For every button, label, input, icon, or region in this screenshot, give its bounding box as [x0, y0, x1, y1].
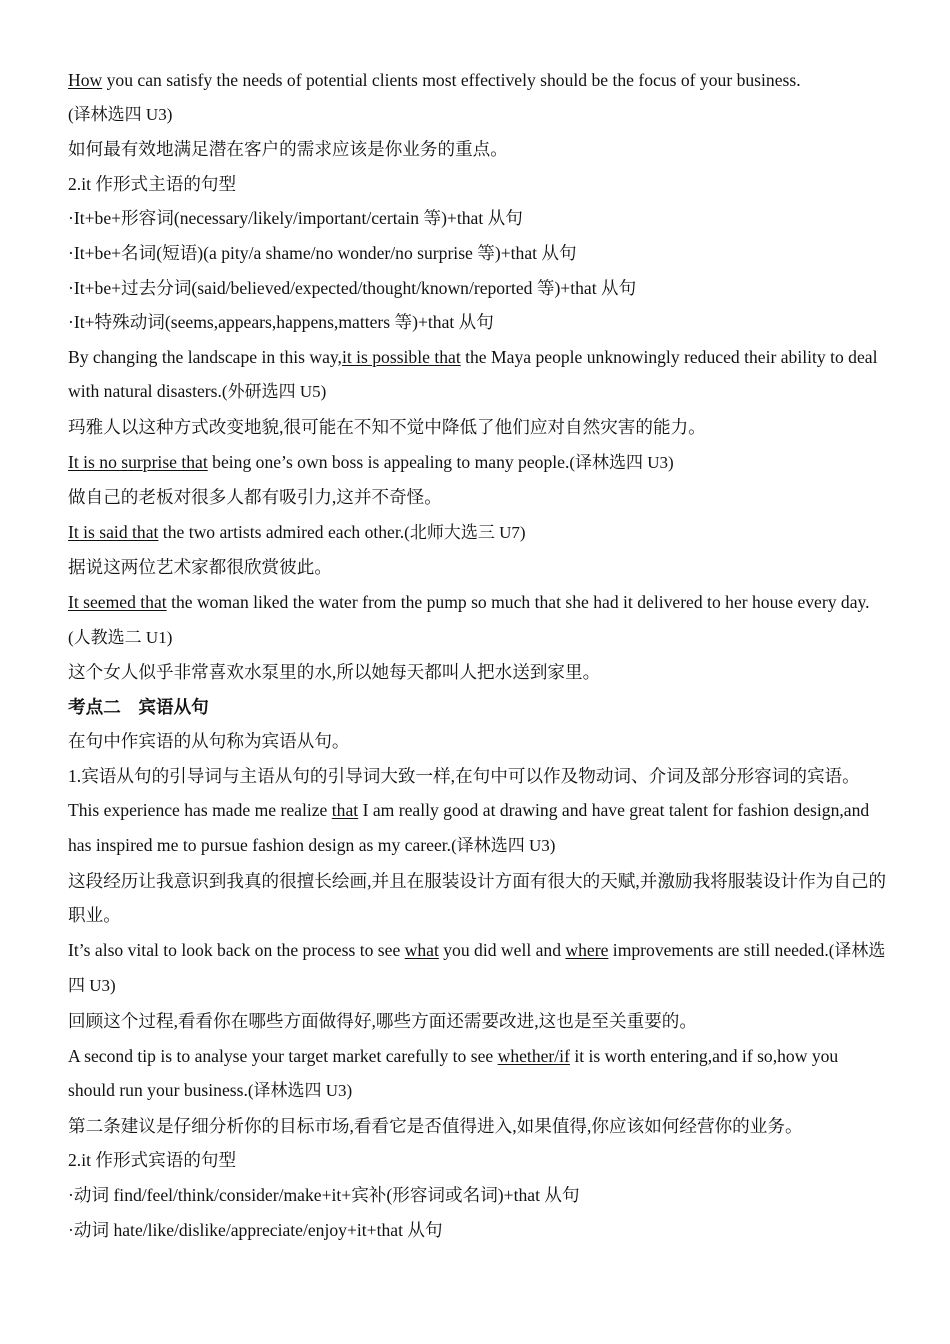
chinese-translation: 做自己的老板对很多人都有吸引力,这并不奇怪。	[68, 487, 442, 508]
chinese-translation: 玛雅人以这种方式改变地貌,很可能在不知不觉中降低了他们应对自然灾害的能力。	[68, 416, 706, 437]
subheading-it-object: 2.it 作形式宾语的句型	[68, 1150, 237, 1171]
example-sentence: It seemed that the woman liked the water from the pump so much that she had it delivered to her house every day.(人教选二 U1)	[68, 591, 870, 647]
source-citation: (译林选四 U3)	[68, 940, 886, 996]
example-sentence: How you can satisfy the needs of potential clients most effectively should be the focus of your business.	[68, 70, 801, 90]
example-sentence: It is said that the two artists admired each other.(北师大选三 U7)	[68, 521, 526, 542]
section-point: 1.宾语从句的引导词与主语从句的引导词大致一样,在句中可以作及物动词、介词及部分形容词的宾语。	[68, 765, 860, 786]
chinese-translation: 第二条建议是仔细分析你的目标市场,看看它是否值得进入,如果值得,你应该如何经营你的业务。	[68, 1115, 803, 1136]
chinese-translation: 如何最有效地满足潜在客户的需求应该是你业务的重点。	[68, 139, 508, 160]
example-sentence: A second tip is to analyse your target market carefully to see whether/if it is worth entering,and if so,how you should run your business.(译林选四 U3)	[68, 1045, 839, 1101]
pattern-bullet: ·It+be+形容词(necessary/likely/important/certain 等)+that 从句	[68, 208, 523, 229]
underlined-conjunction: what	[404, 939, 439, 960]
source-citation: (译林选四 U3)	[569, 452, 674, 472]
source-citation: (译林选四 U3)	[68, 104, 173, 124]
example-sentence: This experience has made me realize that I am really good at drawing and have great talent for fashion design,and has inspired me to pursue fashion design as my career.(译林选四 U3)	[68, 800, 870, 856]
pattern-bullet: ·It+be+名词(短语)(a pity/a shame/no wonder/no surprise 等)+that 从句	[68, 242, 577, 263]
underlined-phrase: it is possible that	[341, 346, 461, 367]
section-heading: 考点二 宾语从句	[68, 696, 209, 717]
underlined-conjunction: whether/if	[497, 1045, 570, 1066]
section-intro: 在句中作宾语的从句称为宾语从句。	[68, 731, 350, 752]
source-citation: (人教选二 U1)	[68, 627, 173, 647]
underlined-conjunction: How	[68, 70, 103, 90]
underlined-phrase: It is said that	[68, 521, 159, 542]
source-citation: (北师大选三 U7)	[404, 522, 526, 542]
pattern-bullet: ·It+特殊动词(seems,appears,happens,matters 等)+that 从句	[68, 312, 494, 333]
underlined-conjunction: that	[331, 800, 359, 821]
pattern-bullet: ·动词 find/feel/think/consider/make+it+宾补(形容词或名词)+that 从句	[68, 1185, 580, 1205]
chinese-translation: 这个女人似乎非常喜欢水泵里的水,所以她每天都叫人把水送到家里。	[68, 662, 601, 683]
chinese-translation: 回顾这个过程,看看你在哪些方面做得好,哪些方面还需要改进,这也是至关重要的。	[68, 1011, 697, 1032]
source-citation: (译林选四 U3)	[247, 1081, 353, 1101]
chinese-translation: 这段经历让我意识到我真的很擅长绘画,并且在服装设计方面有很大的天赋,并激励我将服装设计作为自己的职业。	[68, 870, 887, 926]
source-citation: (外研选四 U5)	[221, 382, 327, 402]
chinese-translation: 据说这两位艺术家都很欣赏彼此。	[68, 557, 332, 578]
underlined-conjunction: where	[565, 939, 609, 960]
underlined-phrase: It is no surprise that	[68, 451, 208, 472]
underlined-phrase: It seemed that	[68, 591, 167, 612]
source-citation: (译林选四 U3)	[451, 836, 556, 856]
pattern-bullet: ·It+be+过去分词(said/believed/expected/thought/known/reported 等)+that 从句	[68, 277, 637, 298]
pattern-bullet: ·动词 hate/like/dislike/appreciate/enjoy+it+that 从句	[68, 1219, 443, 1240]
example-sentence: By changing the landscape in this way,it is possible that the Maya people unknowingly reduced their ability to deal with natural disasters.(外研选四 U5)	[68, 346, 878, 402]
example-sentence: It is no surprise that being one’s own boss is appealing to many people.(译林选四 U3)	[68, 451, 674, 472]
document-page	[68, 63, 888, 1247]
subheading-it-subject: 2.it 作形式主语的句型	[68, 173, 237, 194]
example-sentence: It’s also vital to look back on the process to see what you did well and where improvements are still needed.(译林选四 U3)	[68, 939, 886, 996]
